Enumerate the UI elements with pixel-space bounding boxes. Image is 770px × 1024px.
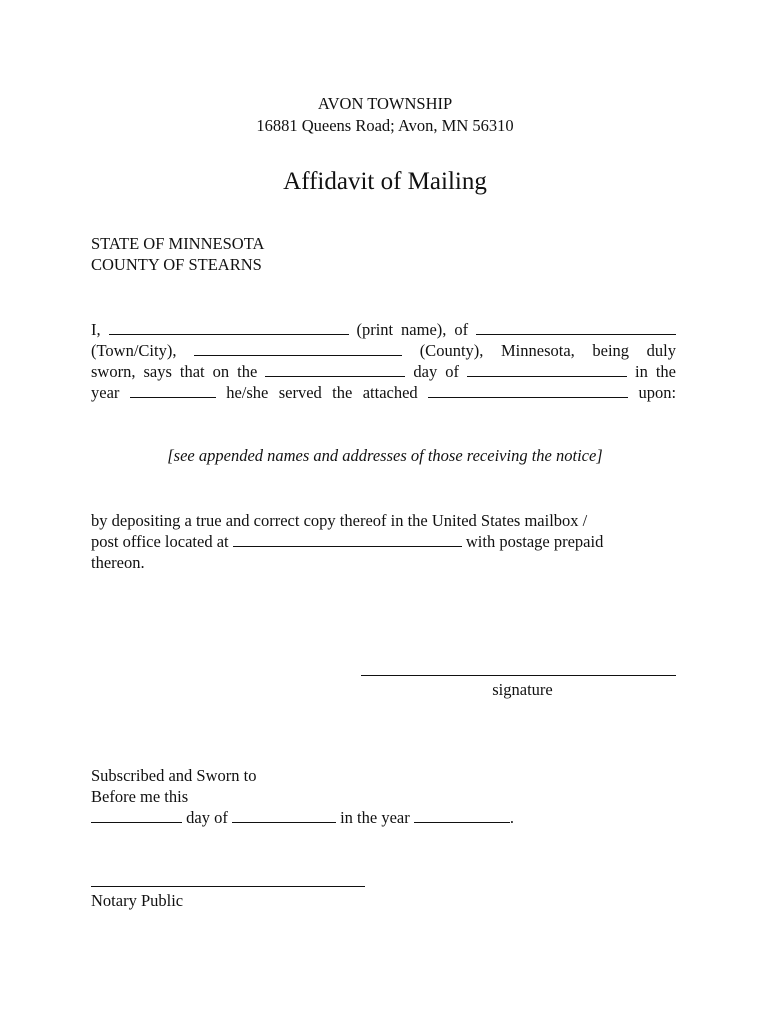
text-county-minnesota: (County), Minnesota, being duly [419, 341, 676, 360]
text-notary-day-of: day of [186, 808, 228, 827]
post-office-location-field[interactable] [233, 534, 462, 547]
text-period: . [509, 808, 514, 827]
venue-county: COUNTY OF STEARNS [91, 255, 262, 274]
affiant-paragraph [91, 319, 676, 403]
residence-field[interactable] [476, 322, 676, 335]
paragraph-line-2 [91, 340, 676, 361]
county-field[interactable] [194, 343, 402, 356]
township-address: 16881 Queens Road; Avon, MN 56310 [256, 116, 514, 135]
document-title: Affidavit of Mailing [283, 168, 487, 195]
paragraph-line-4 [91, 382, 676, 403]
township-name: AVON TOWNSHIP [317, 94, 453, 113]
day-field[interactable] [265, 364, 405, 377]
subscribed-text: Subscribed and Sworn to [91, 766, 257, 785]
signature-line[interactable] [361, 675, 676, 676]
print-name-field[interactable] [109, 322, 349, 335]
appended-note: [see appended names and addresses of those receiving the notice] [167, 446, 603, 465]
mailing-line-1: by depositing a true and correct copy thereof in the United States mailbox / [91, 511, 588, 530]
text-print-name: (print name), of [356, 320, 469, 339]
document-served-field[interactable] [428, 385, 628, 398]
text-served-attached: he/she served the attached [226, 383, 418, 402]
paragraph-line-1 [91, 319, 676, 340]
notary-year-field[interactable] [414, 810, 510, 823]
signature-label: signature [492, 680, 553, 699]
text-day-of: day of [413, 362, 459, 381]
mailing-line-3: thereon. [91, 553, 145, 572]
month-field[interactable] [467, 364, 627, 377]
notary-month-field[interactable] [232, 810, 336, 823]
text-sworn: sworn, says that on the [91, 362, 258, 381]
venue-state: STATE OF MINNESOTA [91, 234, 265, 253]
text-i: I, [91, 320, 101, 339]
text-year: year [91, 383, 120, 402]
venue-block [91, 233, 676, 275]
text-in-the-year: in the year [340, 808, 410, 827]
year-field[interactable] [130, 385, 216, 398]
paragraph-line-3 [91, 361, 676, 382]
text-postage: with postage prepaid [465, 532, 604, 551]
notary-public-label: Notary Public [91, 891, 184, 910]
notary-signature-line[interactable] [91, 886, 365, 887]
text-in-the: in the [635, 362, 677, 381]
text-upon: upon: [638, 383, 677, 402]
text-town-city: (Town/City), [91, 341, 177, 360]
notary-date-line [91, 807, 676, 828]
before-me-text: Before me this [91, 787, 189, 806]
mailing-paragraph [91, 510, 676, 573]
notary-day-field[interactable] [91, 810, 182, 823]
notary-block [91, 765, 676, 828]
mailing-line-2 [91, 531, 676, 552]
text-post-office: post office located at [91, 532, 229, 551]
